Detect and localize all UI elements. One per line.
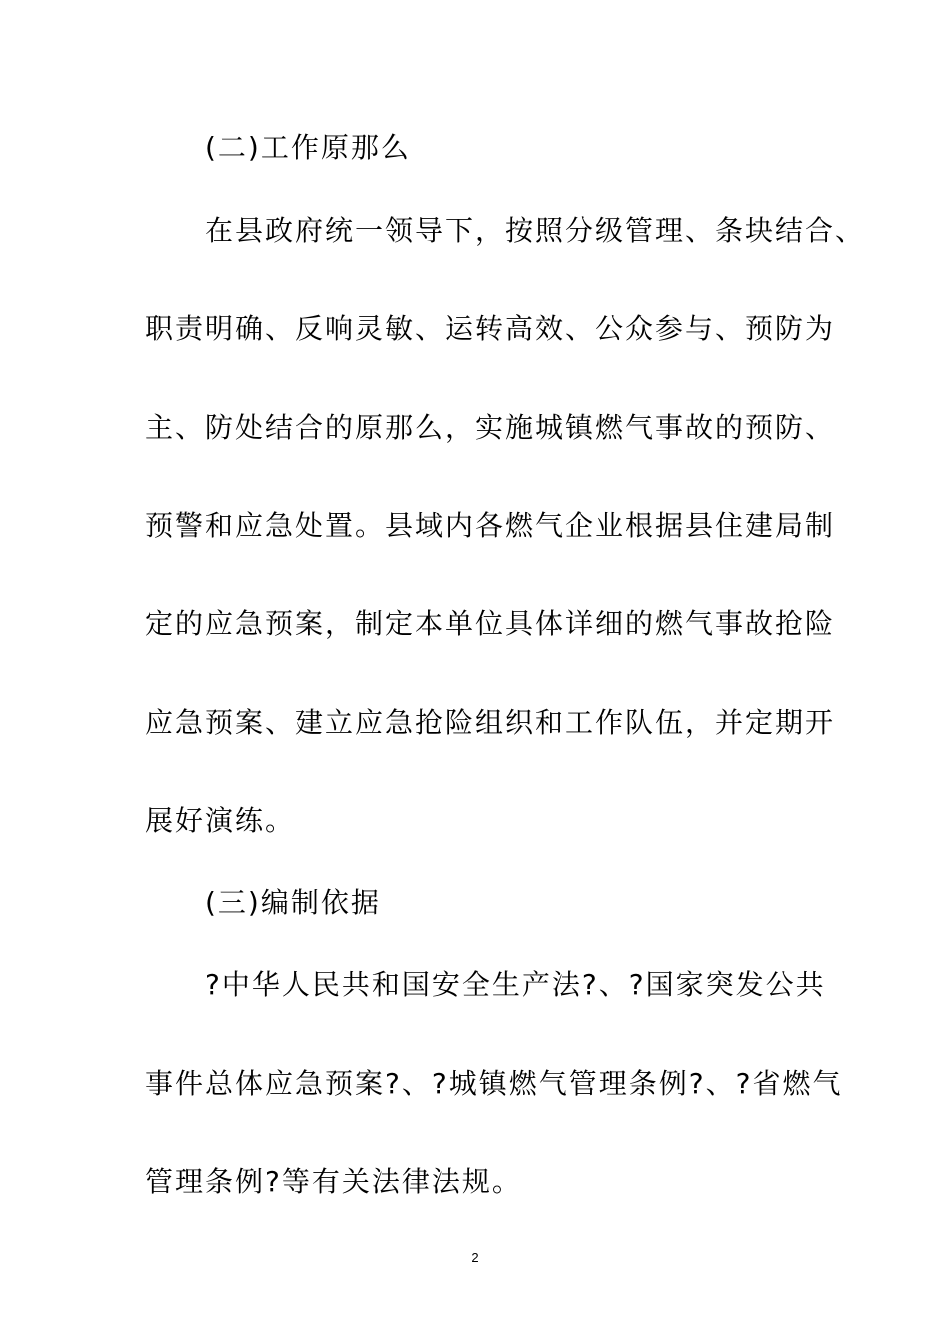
paragraph-line: 展好演练。 xyxy=(145,804,296,837)
paragraph-line: 定的应急预案，制定本单位具体详细的燃气事故抢险 xyxy=(145,607,836,640)
paragraph-line: 管理条例?等有关法律法规。 xyxy=(145,1165,522,1198)
paragraph-line: 在县政府统一领导下，按照分级管理、条块结合、 xyxy=(205,214,866,247)
paragraph-line: 预警和应急处置。县域内各燃气企业根据县住建局制 xyxy=(145,509,836,542)
paragraph-line: 职责明确、反响灵敏、运转高效、公众参与、预防为 xyxy=(145,312,836,345)
section-heading-principles: (二)工作原那么 xyxy=(205,131,411,164)
paragraph-line: ?中华人民共和国安全生产法?、?国家突发公共 xyxy=(205,968,826,1001)
paragraph-line: 应急预案、建立应急抢险组织和工作队伍，并定期开 xyxy=(145,706,836,739)
page-number: 2 xyxy=(471,1250,479,1265)
paragraph-line: 事件总体应急预案?、?城镇燃气管理条例?、?省燃气 xyxy=(145,1067,843,1100)
paragraph-line: 主、防处结合的原那么，实施城镇燃气事故的预防、 xyxy=(145,411,836,444)
section-heading-basis: (三)编制依据 xyxy=(205,886,381,919)
